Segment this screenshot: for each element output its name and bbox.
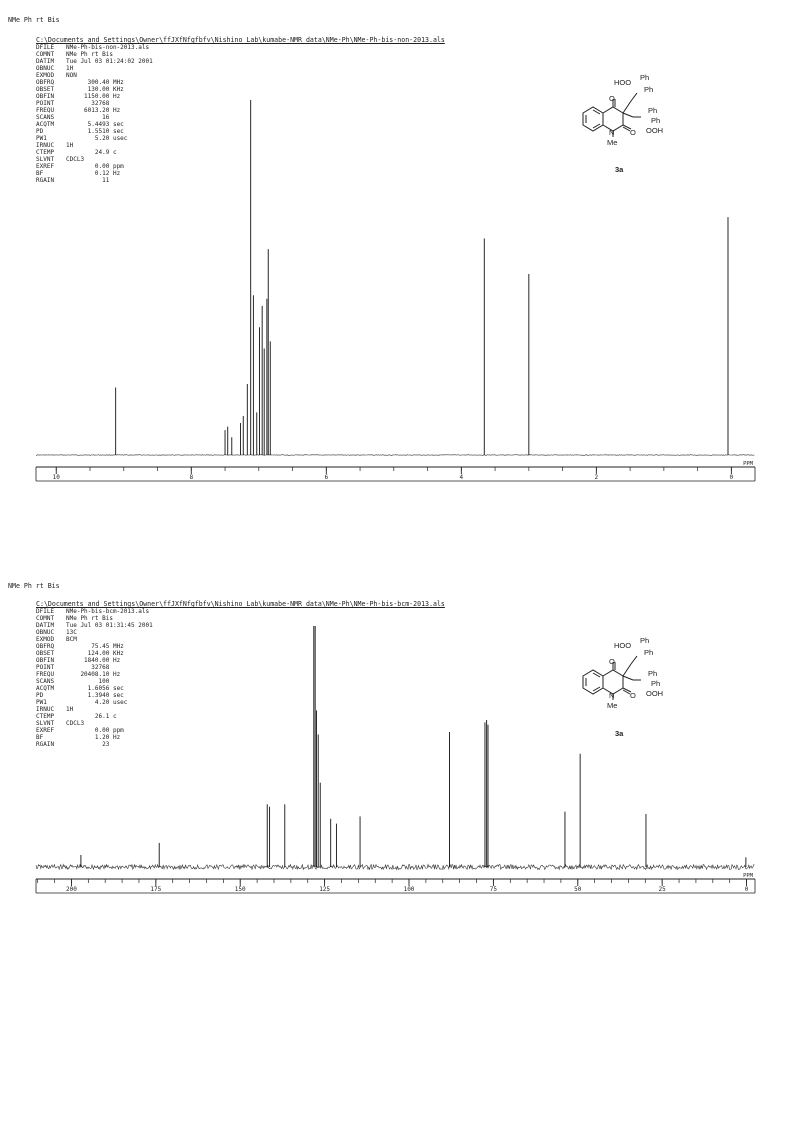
param-key: SCANS [36, 114, 55, 121]
param-value: 6013.20 Hz [66, 107, 121, 114]
param-key: BF [36, 734, 44, 741]
param-value: 1H [66, 65, 74, 72]
structure-1-methyl: Me [607, 138, 618, 147]
x-axis-tick-label: 75 [489, 886, 498, 893]
param-value: 130.00 KHz [66, 86, 124, 93]
param-key: DATIM [36, 58, 55, 65]
x-axis-tick-label: 200 [66, 886, 77, 893]
structure-2-ph-c: Ph [648, 669, 658, 678]
spectrum-1-structure [571, 71, 671, 151]
x-axis-unit-label: PPM [743, 461, 753, 467]
x-axis-tick-label: 25 [658, 886, 666, 893]
param-value: 1.20 Hz [66, 734, 121, 741]
param-value: 75.45 MHz [66, 643, 124, 650]
param-key: RGAIN [36, 741, 55, 748]
param-key: OBNUC [36, 65, 55, 72]
param-key: RGAIN [36, 177, 55, 184]
structure-2-ph-b: Ph [644, 648, 654, 657]
param-value: 1.3940 sec [66, 692, 124, 699]
param-key: CTEMP [36, 713, 55, 720]
structure-1-ph-d: Ph [651, 116, 661, 125]
param-key: OBSET [36, 86, 55, 93]
x-axis-tick-label: 8 [189, 474, 194, 481]
x-axis-tick-label: 0 [729, 474, 734, 481]
param-key: SCANS [36, 678, 55, 685]
param-value: 0.00 ppm [66, 727, 124, 734]
param-key: OBFRQ [36, 79, 55, 86]
x-axis-tick-label: 50 [574, 886, 582, 893]
param-key: PD [36, 692, 44, 699]
param-value: NMe-Ph-bis-non-2013.als [66, 44, 150, 51]
spectrum-baseline [36, 865, 754, 870]
param-key: OBFIN [36, 657, 55, 664]
structure-2-ph-a: Ph [640, 636, 650, 645]
param-value: CDCL3 [66, 720, 85, 727]
structure-1-n-atom: N [609, 128, 615, 137]
spectrum-1-file-path: C:\Documents and Settings\Owner\ffJXfNfgfbfv\Nishino_Lab\kumabe-NMR data\NMe-Ph\NMe-Ph-bis-non-2013.als [36, 36, 445, 44]
spectrum-baseline [36, 455, 754, 456]
param-value: 20408.10 Hz [66, 671, 121, 678]
param-key: OBSET [36, 650, 55, 657]
structure-2-amide-o: O [630, 691, 636, 700]
param-key: OBFIN [36, 93, 55, 100]
x-axis-tick-label: 125 [319, 886, 331, 893]
x-axis-tick-label: 4 [459, 474, 464, 481]
param-value: Tue Jul 03 01:31:45 2001 [66, 622, 153, 629]
param-key: DFILE [36, 44, 55, 51]
param-value: BCM [66, 636, 77, 643]
param-value: 1.6056 sec [66, 685, 124, 692]
spectrum-2-compound-label: 3a [615, 729, 624, 738]
structure-1-ph-b: Ph [644, 85, 654, 94]
param-value: 0.12 Hz [66, 170, 121, 177]
param-value: 1.5510 sec [66, 128, 124, 135]
spectrum-1-header-title: NMe Ph rt Bis [8, 16, 60, 24]
param-key: EXMOD [36, 636, 55, 643]
param-value: 24.9 c [66, 149, 117, 156]
structure-1-ooh: OOH [646, 126, 664, 135]
param-value: 5.4493 sec [66, 121, 124, 128]
param-key: BF [36, 170, 44, 177]
x-axis-tick-label: 6 [324, 474, 329, 481]
x-axis-tick-label: 0 [744, 886, 749, 893]
param-value: 13C [66, 629, 77, 636]
param-value: NMe Ph rt Bis [66, 51, 113, 58]
param-key: PW1 [36, 135, 47, 142]
param-key: EXREF [36, 727, 55, 734]
spectrum-2-header-title: NMe Ph rt Bis [8, 582, 60, 590]
param-key: EXREF [36, 163, 55, 170]
param-key: FREQU [36, 107, 55, 114]
param-value: NMe-Ph-bis-bcm-2013.als [66, 608, 150, 615]
x-axis-tick-label: 175 [150, 886, 162, 893]
structure-1-ph-a: Ph [640, 73, 650, 82]
param-value: 1H [66, 706, 74, 713]
x-axis-tick-label: 10 [52, 474, 60, 481]
structure-2-n-atom: N [609, 691, 615, 700]
param-key: POINT [36, 664, 55, 671]
param-value: 5.20 usec [66, 135, 128, 142]
param-value: Tue Jul 03 01:24:02 2001 [66, 58, 153, 65]
structure-1-amide-o: O [630, 128, 636, 137]
param-value: 0.00 ppm [66, 163, 124, 170]
param-key: IRNUC [36, 706, 55, 713]
spectrum-2-file-path: C:\Documents and Settings\Owner\ffJXfNfgfbfv\Nishino_Lab\kumabe-NMR data\NMe-Ph\NMe-Ph-bis-bcm-2013.als [36, 600, 445, 608]
param-key: SLVNT [36, 720, 55, 727]
param-key: EXMOD [36, 72, 55, 79]
param-key: COMNT [36, 51, 55, 58]
param-value: 4.20 usec [66, 699, 128, 706]
structure-1-ph-c: Ph [648, 106, 658, 115]
structure-2-methyl: Me [607, 701, 618, 710]
param-key: SLVNT [36, 156, 55, 163]
param-value: 32768 [66, 100, 110, 107]
structure-2-hoo: HOO [614, 641, 632, 650]
x-axis-tick-label: 2 [594, 474, 599, 481]
param-value: 100 [66, 678, 110, 685]
param-value: 300.40 MHz [66, 79, 124, 86]
param-key: DATIM [36, 622, 55, 629]
param-value: 1150.00 Hz [66, 93, 121, 100]
structure-1-hoo: HOO [614, 78, 632, 87]
param-value: 16 [66, 114, 110, 121]
x-axis-unit-label: PPM [743, 873, 753, 879]
param-value: 11 [66, 177, 110, 184]
param-key: CTEMP [36, 149, 55, 156]
structure-1-ketone-o: O [609, 94, 615, 103]
param-value: 124.00 KHz [66, 650, 124, 657]
param-key: COMNT [36, 615, 55, 622]
param-key: PW1 [36, 699, 47, 706]
param-key: OBFRQ [36, 643, 55, 650]
param-key: PD [36, 128, 44, 135]
spectrum-2-chart [0, 560, 793, 1080]
param-value: NON [66, 72, 77, 79]
param-value: NMe Ph rt Bis [66, 615, 113, 622]
param-value: 1840.00 Hz [66, 657, 121, 664]
structure-2-ph-d: Ph [651, 679, 661, 688]
param-key: POINT [36, 100, 55, 107]
x-axis-tick-label: 150 [234, 886, 246, 893]
spectrum-1-chart [0, 0, 793, 520]
param-key: FREQU [36, 671, 55, 678]
param-value: 23 [66, 741, 110, 748]
param-key: ACQTM [36, 121, 55, 128]
param-value: CDCL3 [66, 156, 85, 163]
param-key: IRNUC [36, 142, 55, 149]
structure-2-ketone-o: O [609, 657, 615, 666]
x-axis-tick-label: 100 [403, 886, 415, 893]
param-key: DFILE [36, 608, 55, 615]
param-key: ACQTM [36, 685, 55, 692]
structure-2-ooh: OOH [646, 689, 664, 698]
param-value: 1H [66, 142, 74, 149]
param-key: OBNUC [36, 629, 55, 636]
param-value: 32768 [66, 664, 110, 671]
param-value: 26.1 c [66, 713, 117, 720]
spectrum-2-structure [571, 634, 671, 714]
spectrum-1-compound-label: 3a [615, 165, 624, 174]
